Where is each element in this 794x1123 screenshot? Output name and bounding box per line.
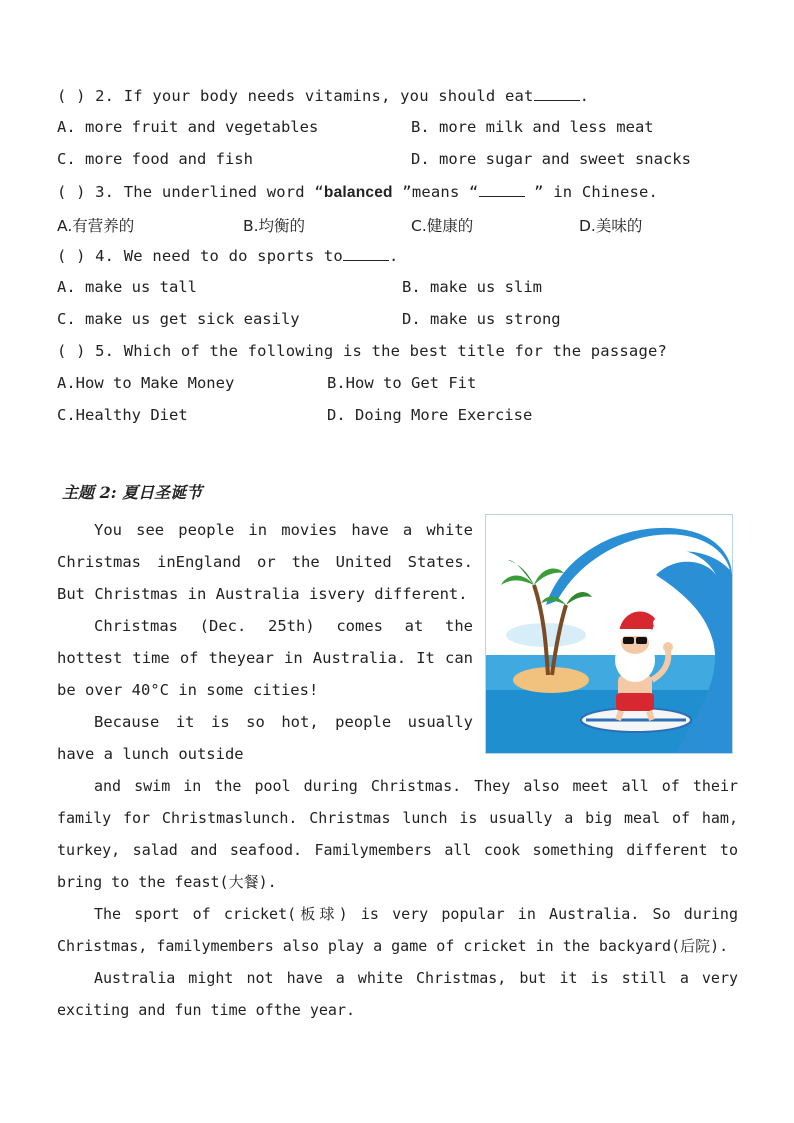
paragraph-3-cont: and swim in the pool during Christmas. They also meet all of their family for Christmaslunch. Christmas lunch is usually a big meal of ham, turkey, salad and seafood. Familymembers all cook something different to bring to the feast(大餐).	[57, 777, 738, 891]
paragraph-2: Christmas (Dec. 25th) comes at the hottest time of theyear in Australia. It can be over 40°C in some cities!	[57, 617, 473, 699]
underlined-word: balanced	[323, 184, 393, 201]
question-4-end: .	[388, 247, 399, 265]
answer-blank	[343, 246, 389, 261]
q3-option-d: D.美味的	[579, 217, 643, 235]
q4-option-a: A. make us tall	[57, 278, 197, 296]
quote-open: “	[314, 183, 324, 201]
question-2-stem: ( ) 2. If your body needs vitamins, you should eat	[57, 87, 534, 105]
q5-option-d: D. Doing More Exercise	[327, 406, 533, 424]
paragraph-1: You see people in movies have a white Christmas inEngland or the United States. But Christmas in Australia isvery different.	[57, 521, 473, 603]
question-2-end: .	[579, 87, 590, 105]
q2-option-a: A. more fruit and vegetables	[57, 118, 319, 136]
question-4	[57, 246, 399, 265]
q3-option-a: A.有营养的	[57, 217, 135, 235]
question-3-tail: in Chinese.	[553, 183, 659, 201]
q2-option-c: C. more food and fish	[57, 150, 253, 168]
q5-option-a: A.How to Make Money	[57, 374, 235, 392]
q5-option-b: B.How to Get Fit	[327, 374, 477, 392]
means-word: means	[411, 183, 460, 201]
question-3	[57, 182, 658, 202]
question-5: ( ) 5. Which of the following is the best title for the passage?	[57, 342, 668, 360]
question-2	[57, 86, 589, 105]
paragraph-4: The sport of cricket(板球) is very popular in Australia. So during Christmas, familymembers also play a game of cricket in the backyard(后院).	[57, 905, 738, 955]
q4-option-c: C. make us get sick easily	[57, 310, 300, 328]
q4-option-d: D. make us strong	[402, 310, 561, 328]
q2-option-d: D. more sugar and sweet snacks	[411, 150, 691, 168]
quote-close-2: ”	[534, 183, 544, 201]
quote-close: ”	[402, 183, 412, 201]
question-3-stem: ( ) 3. The underlined word	[57, 183, 305, 201]
q4-option-b: B. make us slim	[402, 278, 542, 296]
quote-open-2: “	[469, 183, 479, 201]
santa-surfing-illustration	[485, 514, 733, 754]
question-4-stem: ( ) 4. We need to do sports to	[57, 247, 343, 265]
paragraph-3-start: Because it is so hot, people usually have a lunch outside	[57, 713, 473, 763]
q5-option-c: C.Healthy Diet	[57, 406, 188, 424]
q2-option-b: B. more milk and less meat	[411, 118, 654, 136]
answer-blank	[479, 182, 525, 197]
topic-heading: 主题 2: 夏日圣诞节	[62, 483, 203, 502]
q3-option-b: B.均衡的	[243, 217, 306, 235]
answer-blank	[534, 86, 580, 101]
q3-option-c: C.健康的	[411, 217, 474, 235]
paragraph-5: Australia might not have a white Christmas, but it is still a very exciting and fun time ofthe year.	[57, 969, 738, 1019]
santa-surfing-icon	[486, 515, 732, 753]
